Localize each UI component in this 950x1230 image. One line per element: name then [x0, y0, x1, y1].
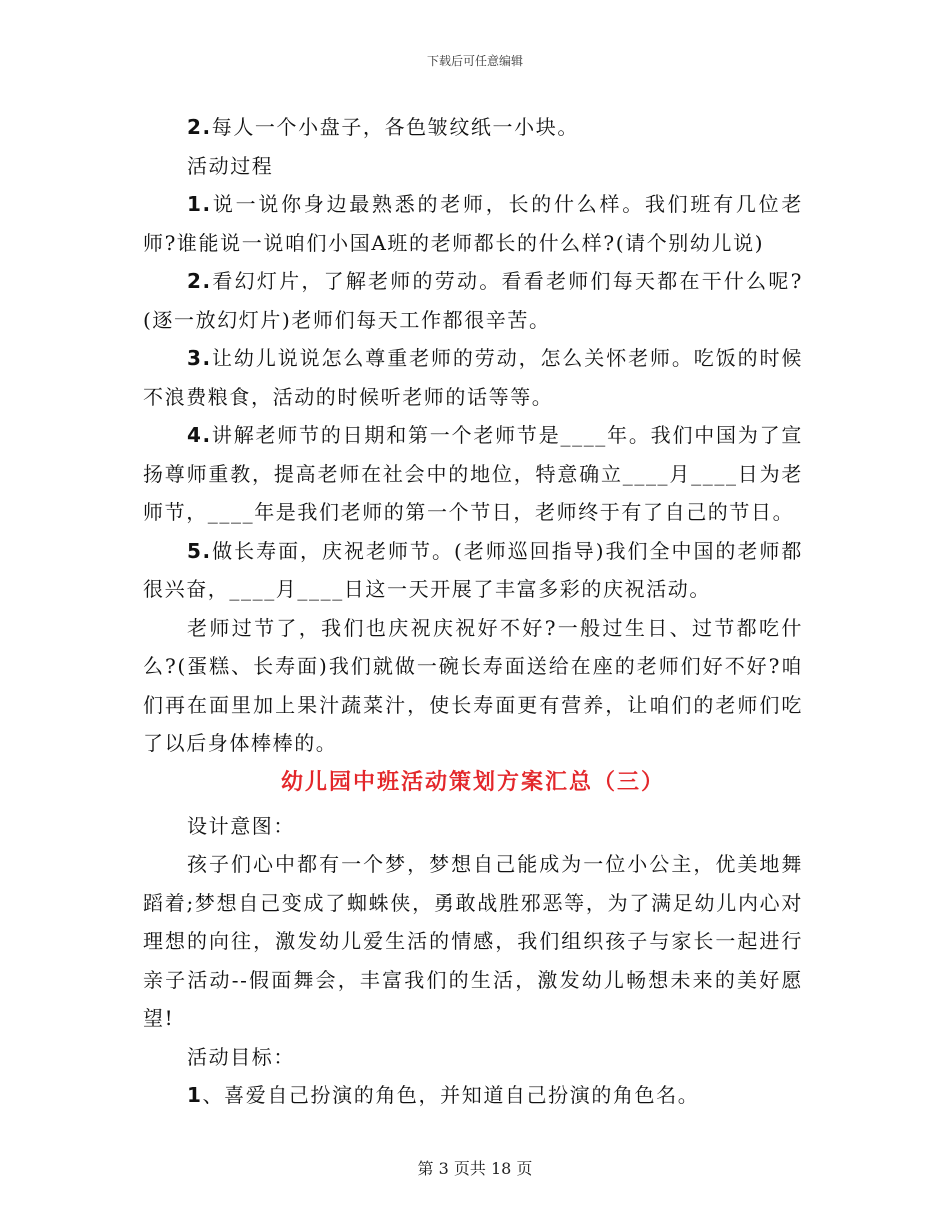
- paragraph-text: 每人一个小盘子，各色皱纹纸一小块。: [211, 115, 579, 139]
- item-number: 1: [187, 1083, 203, 1107]
- paragraph-text: 设计意图：: [187, 813, 295, 838]
- section-title: 幼儿园中班活动策划方案汇总（三）: [280, 769, 665, 795]
- process-step-3: [143, 339, 803, 416]
- subheading-activity-process: [143, 147, 803, 186]
- design-intent-paragraph: [143, 845, 803, 1038]
- process-step-1: [143, 185, 803, 262]
- paragraph-text: 让幼儿说说怎么尊重老师的劳动，怎么关怀老师。吃饭的时候不浪费粮食，活动的时候听老师的话等等。: [143, 346, 803, 409]
- page-footer: 第 3 页共 18 页: [417, 1159, 533, 1178]
- subheading-activity-goals: [143, 1038, 803, 1077]
- item-number: 3.: [187, 346, 212, 370]
- subheading-design-intent: [143, 807, 803, 846]
- item-number: 4.: [187, 423, 212, 447]
- page-header: 下载后可任意编辑: [426, 54, 523, 68]
- paragraph-text: 看幻灯片，了解老师的劳动。看看老师们每天都在干什么呢?(逐一放幻灯片)老师们每天工作都很辛苦。: [143, 269, 803, 332]
- paragraph-text: 老师过节了，我们也庆祝庆祝好不好?一般过生日、过节都吃什么?(蛋糕、长寿面)我们就做一碗长寿面送给在座的老师们好不好?咱们再在面里加上果汁蔬菜汁，使长寿面更有营养，让咱们的老师们吃了以后身体棒棒的。: [143, 615, 803, 755]
- process-step-5: [143, 532, 803, 609]
- document-body: [143, 108, 803, 1115]
- item-number: 2.: [187, 269, 212, 293]
- paragraph-text: 活动目标：: [187, 1044, 295, 1069]
- item-number: 2.: [187, 115, 212, 139]
- item-number: 5.: [187, 538, 212, 563]
- goal-item-1: [143, 1076, 803, 1115]
- item-number: 1.: [187, 192, 212, 216]
- paragraph-text: 活动过程: [187, 153, 274, 178]
- paragraph-text: 、喜爱自己扮演的角色，并知道自己扮演的角色名。: [202, 1083, 700, 1107]
- paragraph-text: 讲解老师节的日期和第一个老师节是____年。我们中国为了宣扬尊师重教，提高老师在社会中的地位，特意确立____月____日为老师节，____年是我们老师的第一个节日，老师终于有了自己的节日。: [143, 423, 803, 524]
- material-item-2: [143, 108, 803, 147]
- closing-paragraph: [143, 609, 803, 763]
- paragraph-text: 做长寿面，庆祝老师节。(老师巡回指导)我们全中国的老师都很兴奋，____月____日这一天开展了丰富多彩的庆祝活动。: [143, 538, 803, 601]
- process-step-2: [143, 262, 803, 339]
- paragraph-text: 孩子们心中都有一个梦，梦想自己能成为一位小公主，优美地舞蹈着;梦想自己变成了蜘蛛侠，勇敢战胜邪恶等，为了满足幼儿内心对理想的向往，激发幼儿爱生活的情感，我们组织孩子与家长一起进行亲子活动--假面舞会，丰富我们的生活，激发幼儿畅想未来的美好愿望!: [143, 852, 803, 1030]
- process-step-4: [143, 416, 803, 532]
- paragraph-text: 说一说你身边最熟悉的老师，长的什么样。我们班有几位老师?谁能说一说咱们小国A班的老师都长的什么样?(请个别幼儿说): [143, 192, 803, 255]
